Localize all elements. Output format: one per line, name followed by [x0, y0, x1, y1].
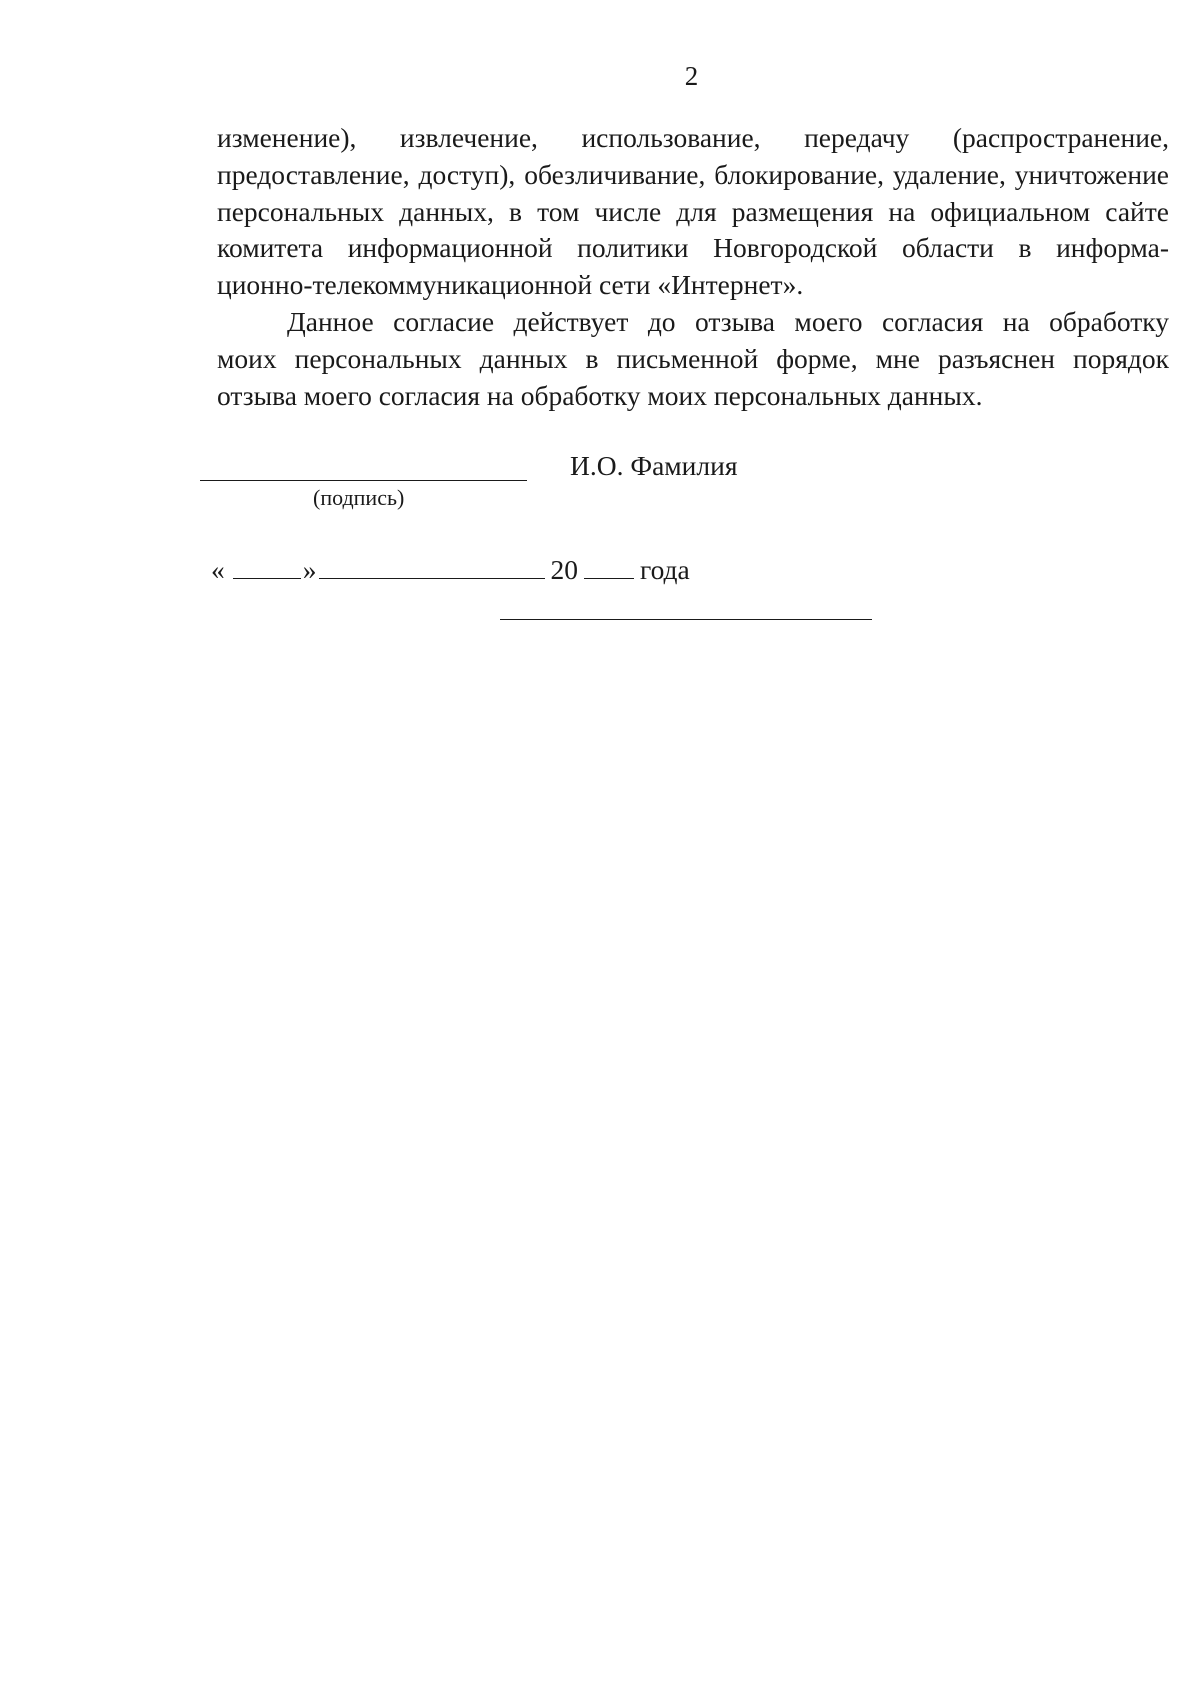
signature-line [200, 480, 527, 481]
paragraph-line: ционно-телекоммуникационной сети «Интернет». [217, 269, 804, 301]
day-blank [233, 552, 301, 579]
paragraph-line: Данное согласие действует до отзыва моего согласия на обработку [287, 305, 1169, 337]
date-row [211, 552, 690, 587]
paragraph-line: изменение), извлечение, использование, передачу (распространение, [217, 122, 1169, 153]
signer-name: И.О. Фамилия [570, 450, 738, 481]
signature-block [200, 449, 1100, 509]
paragraph-line: моих персональных данных в письменной форме, мне разъяснен порядок [217, 342, 1169, 374]
signature-caption: (подпись) [313, 485, 405, 510]
date-open-quote: « [211, 554, 225, 585]
paragraph-line: персональных данных, в том числе для размещения на официальном сайте [217, 195, 1169, 227]
date-close-quote: » [302, 554, 317, 585]
month-blank [319, 552, 545, 579]
paragraph-line: комитета информационной политики Новгородской области в информа- [217, 232, 1169, 264]
year-blank [584, 552, 634, 579]
end-line [500, 619, 872, 620]
year-century: 20 [550, 554, 578, 585]
paragraph-line: предоставление, доступ), обезличивание, блокирование, удаление, уничтожение [217, 158, 1169, 190]
page-number: 2 [684, 61, 699, 91]
year-word: года [640, 554, 690, 585]
paragraph-line: отзыва моего согласия на обработку моих персональных данных. [217, 379, 983, 411]
document-body [217, 120, 1169, 414]
